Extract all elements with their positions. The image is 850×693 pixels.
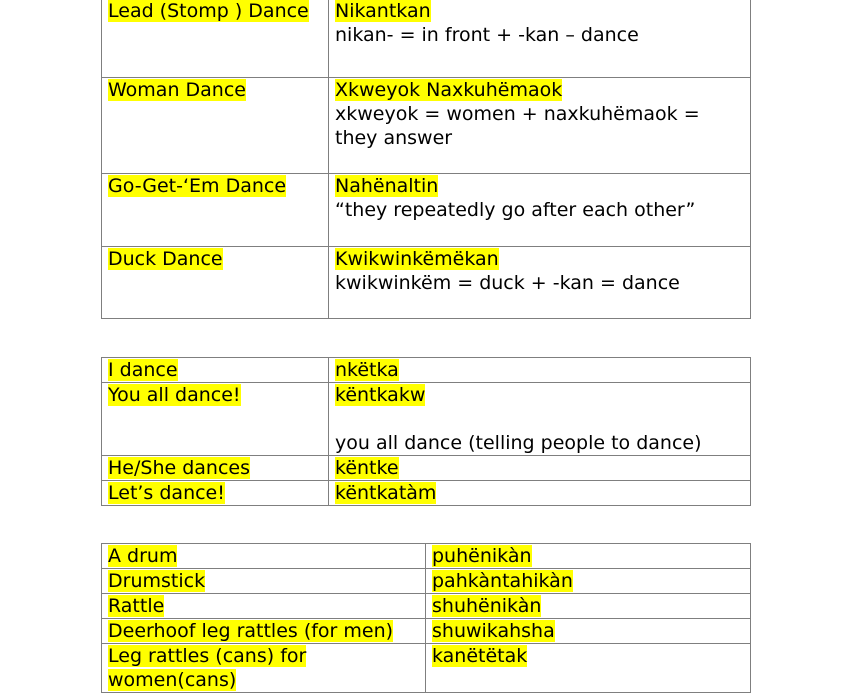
lenape-cell [329,481,751,506]
english-term: A drum [108,545,178,567]
lenape-cell [329,358,751,383]
table-row [102,174,751,247]
lenape-cell [426,544,751,569]
lenape-term: këntke [335,457,399,479]
english-cell [102,456,329,481]
english-term: Woman Dance [108,79,246,101]
english-term: You all dance! [108,384,241,406]
table-row [102,456,751,481]
lenape-term: Nahënaltin [335,175,439,197]
english-cell [102,594,426,619]
table-row [102,358,751,383]
lenape-term: Xkweyok Naxkuhëmaok [335,79,563,101]
lenape-term: shuhënikàn [432,595,542,617]
lenape-cell [329,174,751,247]
english-cell [102,481,329,506]
lenape-cell [426,644,751,693]
table-row [102,247,751,319]
table-row [102,481,751,506]
lenape-term: puhënikàn [432,545,532,567]
lenape-term: Kwikwinkëmëkan [335,248,499,270]
lenape-cell [329,78,751,174]
english-term: Deerhoof leg rattles (for men) [108,620,394,642]
lenape-cell [329,247,751,319]
table-row [102,569,751,594]
english-term: Duck Dance [108,248,223,270]
blank-line [335,407,744,431]
etymology-note: xkweyok = women + naxkuhëmaok = [335,103,700,125]
verbs-table [101,357,751,506]
lenape-term: Nikantkan [335,0,431,22]
english-cell [102,544,426,569]
english-cell [102,78,329,174]
english-term: Let’s dance! [108,482,225,504]
english-cell [102,383,329,456]
table-row [102,644,751,693]
lenape-cell [329,0,751,78]
table-row [102,594,751,619]
table-row [102,619,751,644]
english-cell [102,644,426,693]
english-cell [102,569,426,594]
etymology-note: nikan- = in front + -kan – dance [335,24,639,46]
usage-note: you all dance (telling people to dance) [335,432,702,454]
english-term: Drumstick [108,570,206,592]
english-term-continued: women(cans) [108,669,237,691]
table-row [102,544,751,569]
english-cell [102,247,329,319]
english-term: Rattle [108,595,165,617]
lenape-term: nkëtka [335,359,399,381]
lenape-cell [426,619,751,644]
lenape-term: kanëtëtak [432,645,528,667]
lenape-cell [329,456,751,481]
english-term: He/She dances [108,457,250,479]
lenape-cell [329,383,751,456]
lenape-term: këntkakw [335,384,426,406]
etymology-note: “they repeatedly go after each other” [335,199,696,221]
lenape-term: shuwikahsha [432,620,555,642]
etymology-note: kwikwinkëm = duck + -kan = dance [335,272,680,294]
english-term: I dance [108,359,178,381]
etymology-note: they answer [335,127,453,149]
lenape-cell [426,594,751,619]
table-row [102,0,751,78]
english-term: Go-Get-‘Em Dance [108,175,287,197]
table-row [102,78,751,174]
english-cell [102,174,329,247]
dances-table [101,0,751,319]
lenape-term: këntkatàm [335,482,437,504]
english-term: Leg rattles (cans) for [108,645,307,667]
lenape-term: pahkàntahikàn [432,570,573,592]
instruments-table [101,543,751,693]
table-row [102,383,751,456]
english-term: Lead (Stomp ) Dance [108,0,309,22]
lenape-cell [426,569,751,594]
english-cell [102,358,329,383]
english-cell [102,619,426,644]
english-cell [102,0,329,78]
